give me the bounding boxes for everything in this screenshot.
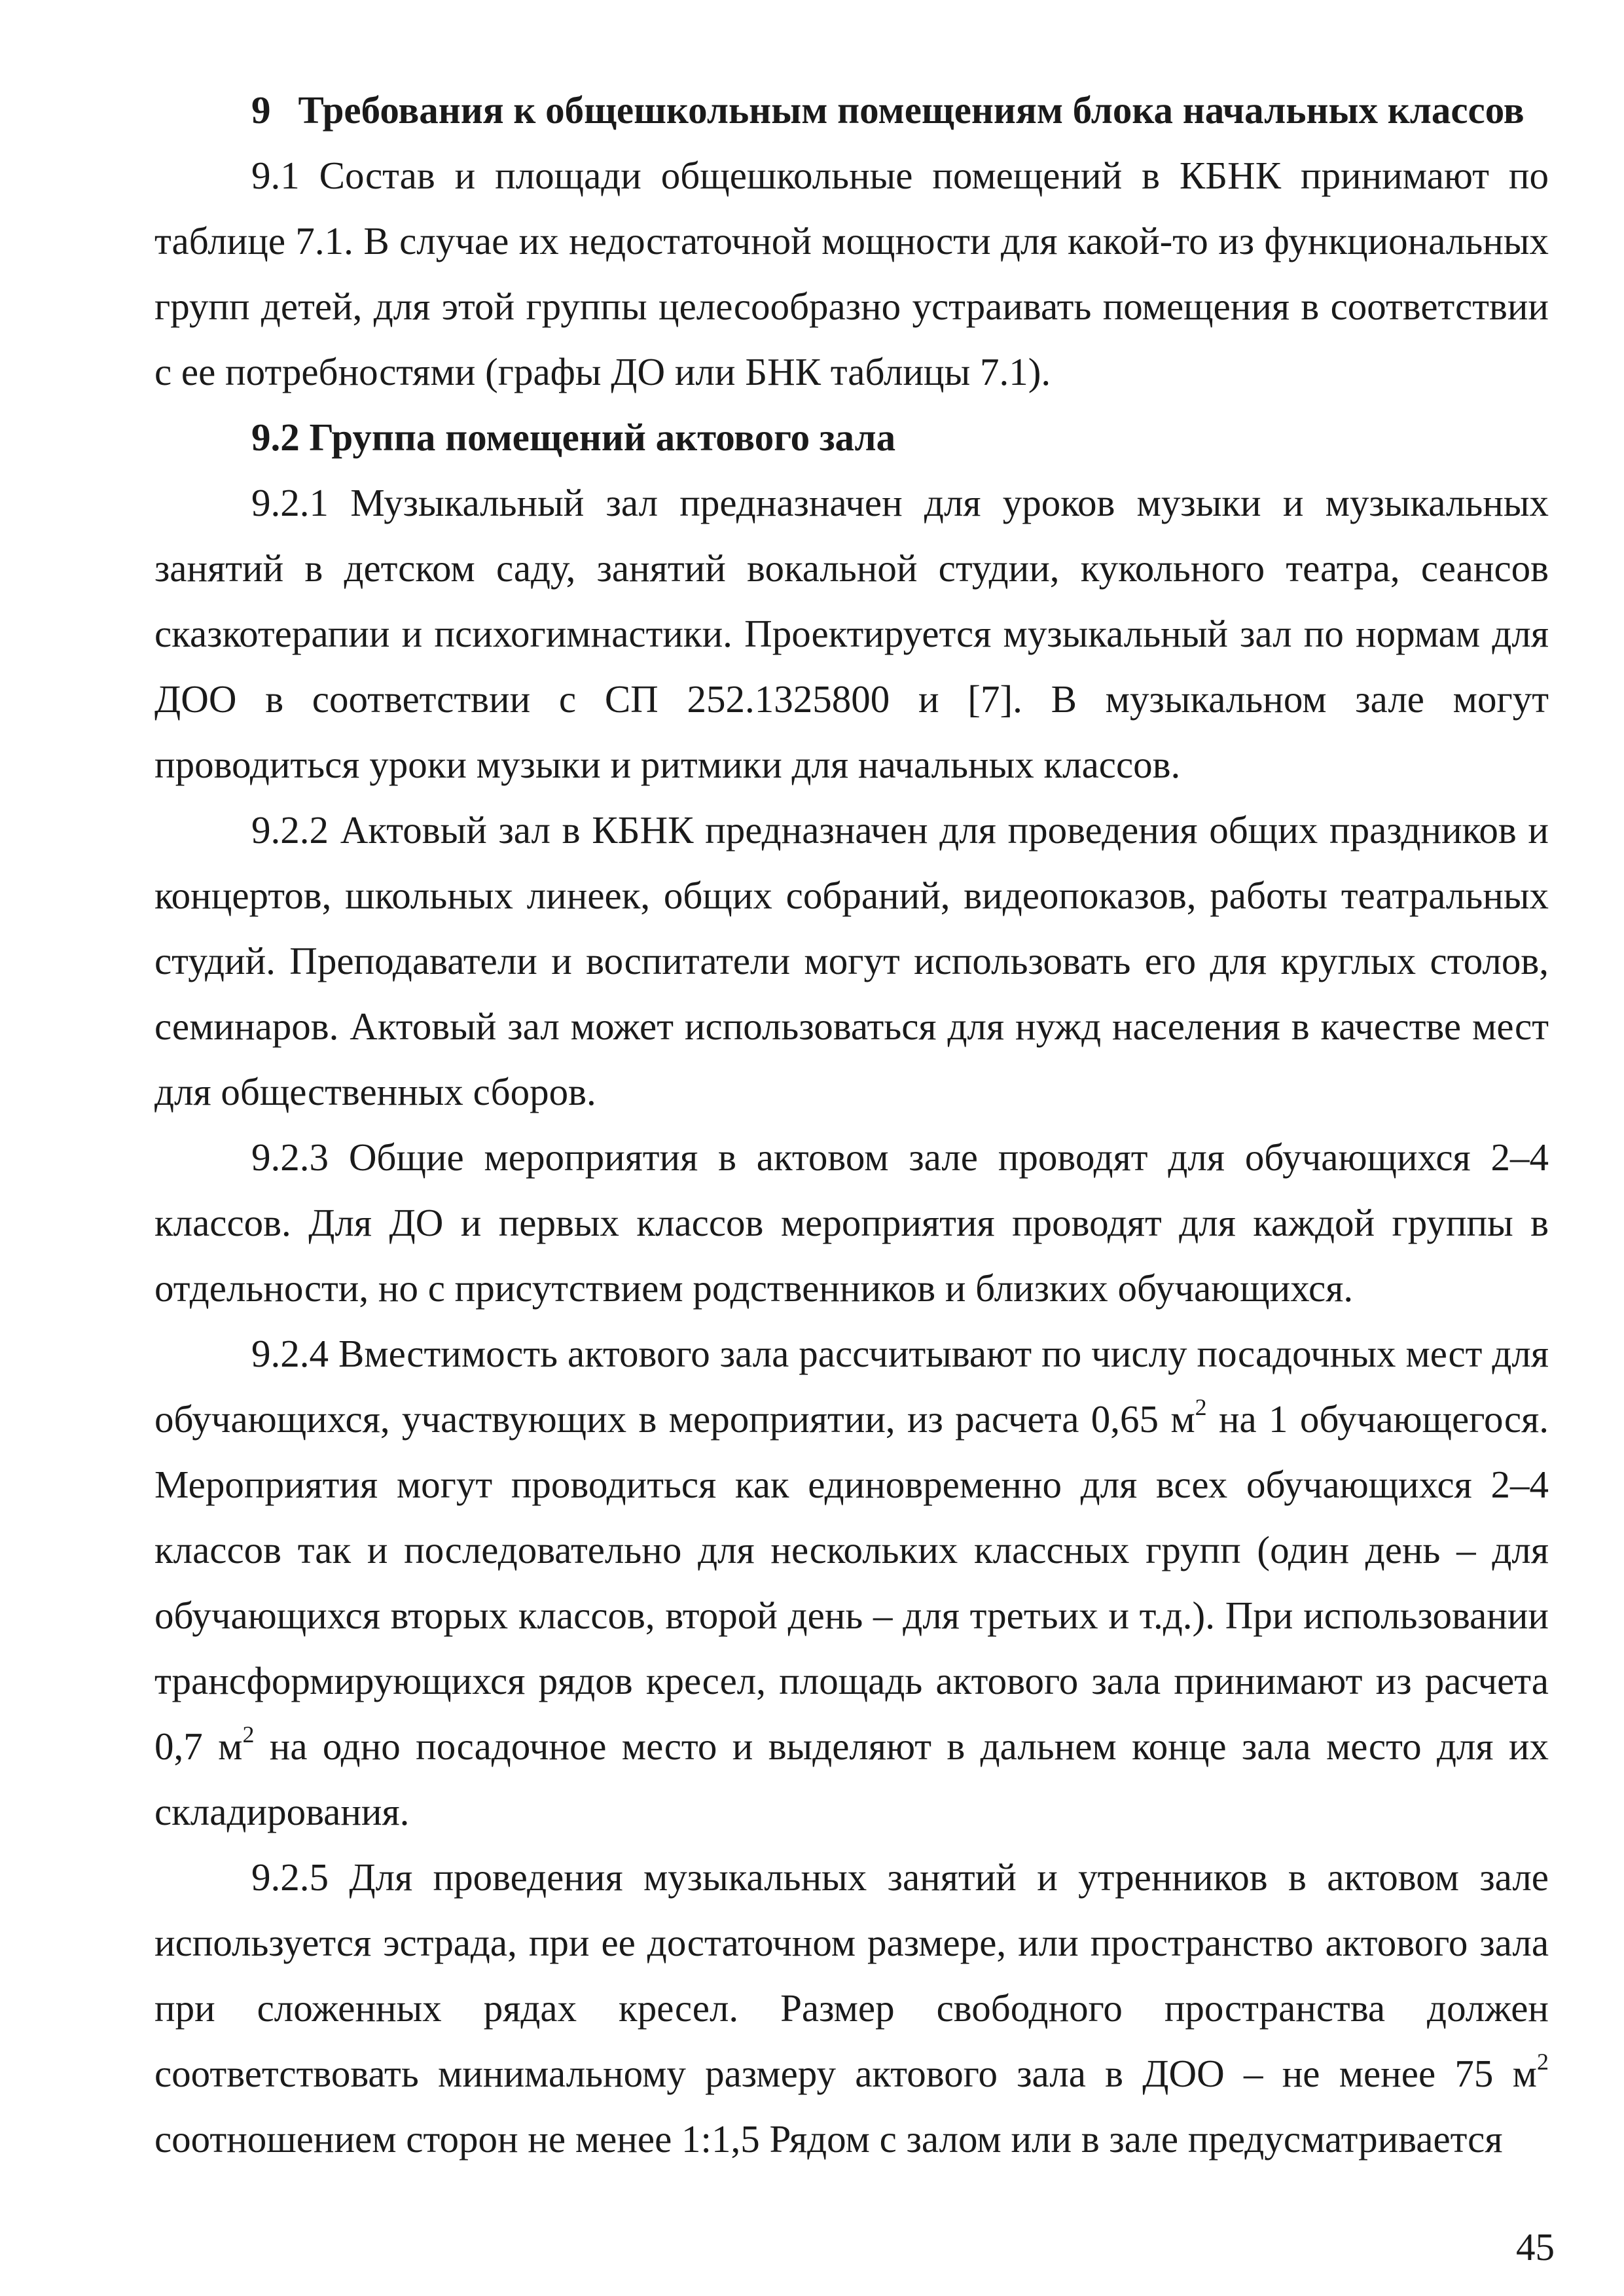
- paragraph-9-2-5-part-b: соотношением сторон не менее 1:1,5 Рядом с залом или в зале предусматривается: [154, 2117, 1503, 2161]
- paragraph-9-2-2: 9.2.2 Актовый зал в КБНК предназначен для проведения общих праздников и концертов, школьных линеек, общих собраний, видеопоказов, работы театральных студий. Преподаватели и воспитатели могут использовать его для круглых столов, семинаров. Актовый зал может использоваться для нужд населения в качестве мест для общественных сборов.: [154, 808, 1549, 1113]
- paragraph-9-2-1: 9.2.1 Музыкальный зал предназначен для уроков музыки и музыкальных занятий в детском саду, занятий вокальной студии, кукольного театра, сеансов сказкотерапии и психогимнастики. Проектируется музыкальный зал по нормам для ДОО в соответствии с СП 252.1325800 и [7]. В музыкальном зале могут проводиться уроки музыки и ритмики для начальных классов.: [154, 481, 1549, 786]
- paragraph-9-2-4-part-a: 9.2.4 Вместимость актового зала рассчитывают по числу посадочных мест для обучающихся, участвующих в мероприятии, из расчета 0,65 м: [154, 1332, 1549, 1441]
- subsection-heading-9-2: 9.2 Группа помещений актового зала: [251, 416, 896, 459]
- paragraph-9-1: 9.1 Состав и площади общешкольные помещений в КБНК принимают по таблице 7.1. В случае их недостаточной мощности для какой-то из функциональных групп детей, для этой группы целесообразно устраивать помещения в соответствии с ее потребностями (графы ДО или БНК таблицы 7.1).: [154, 154, 1549, 393]
- superscript: 2: [1195, 1394, 1207, 1420]
- paragraph-9-2-4-part-c: на одно посадочное место и выделяют в дальнем конце зала место для их складирования.: [154, 1725, 1549, 1833]
- paragraph-9-2-3: 9.2.3 Общие мероприятия в актовом зале проводят для обучающихся 2–4 классов. Для ДО и первых классов мероприятия проводят для каждой группы в отдельности, но с присутствием родственников и близких обучающихся.: [154, 1136, 1549, 1310]
- section-number: 9: [251, 88, 271, 132]
- section-title: Требования к общешкольным помещениям блока начальных классов: [298, 88, 1525, 132]
- superscript: 2: [242, 1721, 255, 1748]
- paragraph-9-2-5-part-a: 9.2.5 Для проведения музыкальных занятий и утренников в актовом зале используется эстрада, при ее достаточном размере, или пространство актового зала при сложенных рядах кресел. Размер свободного пространства должен соответствовать минимальному размеру актового зала в ДОО – не менее 75 м: [154, 1856, 1549, 2095]
- page-number: 45: [1516, 2225, 1555, 2269]
- superscript: 2: [1537, 2049, 1549, 2075]
- document-page: [154, 77, 1549, 2172]
- section-heading: [154, 77, 1549, 143]
- paragraph-9-2-5: [154, 1844, 1549, 2172]
- paragraph-9-2-4: [154, 1321, 1549, 1844]
- paragraph-9-2-4-part-b: на 1 обучающегося. Мероприятия могут проводиться как единовременно для всех обучающихся 2–4 классов так и последовательно для нескольких классных групп (один день – для обучающихся вторых классов, второй день – для третьих и т.д.). При использовании трансформирующихся рядов кресел, площадь актового зала принимают из расчета 0,7 м: [154, 1397, 1549, 1768]
